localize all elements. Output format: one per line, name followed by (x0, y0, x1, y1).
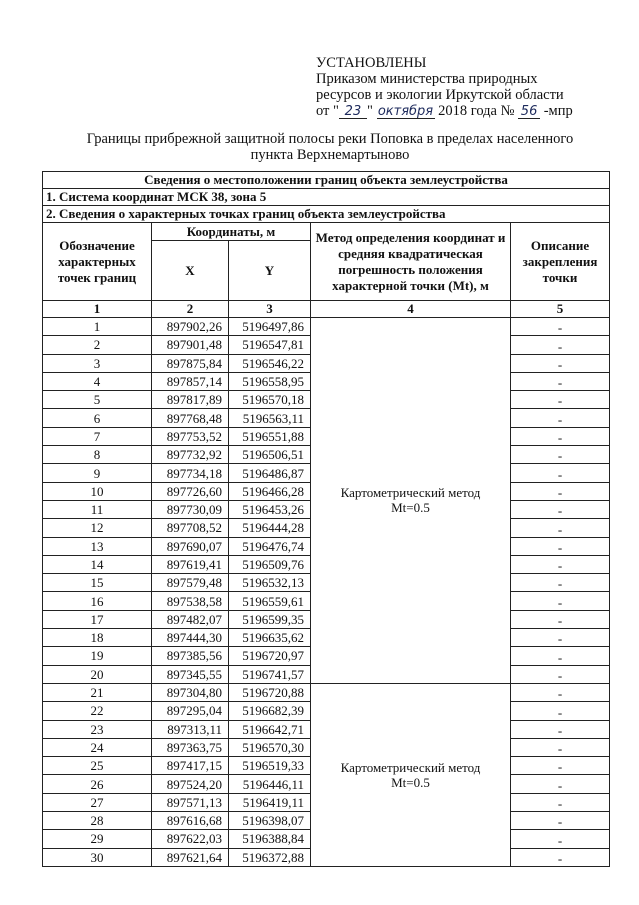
coord-y: 5196466,28 (229, 482, 311, 500)
point-number: 29 (43, 830, 152, 848)
coord-x: 897768,48 (152, 409, 229, 427)
description-cell: - (511, 702, 610, 720)
approval-title: УСТАНОВЛЕНЫ (316, 55, 427, 71)
point-number: 30 (43, 848, 152, 866)
description-cell: - (511, 500, 610, 518)
approval-month: октября (377, 104, 434, 119)
coord-x: 897817,89 (152, 391, 229, 409)
coord-y: 5196476,74 (229, 537, 311, 555)
coord-y: 5196547,81 (229, 336, 311, 354)
description-cell: - (511, 610, 610, 628)
point-number: 25 (43, 757, 152, 775)
coord-x: 897621,64 (152, 848, 229, 866)
col-header-coords: Координаты, м (152, 223, 311, 241)
coord-x: 897619,41 (152, 555, 229, 573)
coord-y: 5196570,30 (229, 738, 311, 756)
coord-x: 897295,04 (152, 702, 229, 720)
coord-x: 897524,20 (152, 775, 229, 793)
method-name: Картометрический метод (340, 485, 481, 501)
description-cell: - (511, 372, 610, 390)
description-cell: - (511, 464, 610, 482)
coord-y: 5196509,76 (229, 555, 311, 573)
description-cell: - (511, 775, 610, 793)
point-number: 19 (43, 647, 152, 665)
coord-y: 5196635,62 (229, 629, 311, 647)
coord-y: 5196563,11 (229, 409, 311, 427)
point-number: 9 (43, 464, 152, 482)
col-number: 5 (511, 301, 610, 318)
coord-y: 5196599,35 (229, 610, 311, 628)
point-number: 16 (43, 592, 152, 610)
coord-y: 5196532,13 (229, 574, 311, 592)
table-title: Сведения о местоположении границ объекта землеустройства (43, 172, 610, 189)
coord-x: 897571,13 (152, 793, 229, 811)
coord-x: 897482,07 (152, 610, 229, 628)
coord-x: 897616,68 (152, 812, 229, 830)
coord-y: 5196546,22 (229, 354, 311, 372)
col-number: 2 (152, 301, 229, 318)
coord-x: 897732,92 (152, 446, 229, 464)
description-cell: - (511, 629, 610, 647)
col-number: 3 (229, 301, 311, 318)
coord-y: 5196551,88 (229, 427, 311, 445)
description-cell: - (511, 720, 610, 738)
point-number: 8 (43, 446, 152, 464)
coord-y: 5196453,26 (229, 500, 311, 518)
description-cell: - (511, 683, 610, 701)
coord-y: 5196506,51 (229, 446, 311, 464)
document-heading (50, 131, 610, 163)
description-cell: - (511, 446, 610, 464)
col-number: 1 (43, 301, 152, 318)
description-cell: - (511, 409, 610, 427)
method-accuracy: Mt=0.5 (391, 500, 430, 516)
method-cell-group-1 (311, 318, 511, 684)
description-cell: - (511, 757, 610, 775)
coord-y: 5196446,11 (229, 775, 311, 793)
col-number: 4 (311, 301, 511, 318)
description-cell: - (511, 427, 610, 445)
col-header-description: Описание закрепления точки (511, 223, 610, 301)
coord-y: 5196720,88 (229, 683, 311, 701)
point-number: 7 (43, 427, 152, 445)
point-number: 24 (43, 738, 152, 756)
point-number: 12 (43, 519, 152, 537)
coord-y: 5196497,86 (229, 318, 311, 336)
coord-y: 5196398,07 (229, 812, 311, 830)
method-name: Картометрический метод (340, 759, 481, 775)
approval-date-line: от " 23 " октября 2018 года № 56 -мпр (316, 103, 573, 119)
table-row (43, 683, 610, 701)
table-row (43, 318, 610, 336)
description-cell: - (511, 336, 610, 354)
description-cell: - (511, 318, 610, 336)
description-cell: - (511, 574, 610, 592)
coord-y: 5196419,11 (229, 793, 311, 811)
coord-x: 897857,14 (152, 372, 229, 390)
point-number: 11 (43, 500, 152, 518)
coord-y: 5196642,71 (229, 720, 311, 738)
description-cell: - (511, 354, 610, 372)
coord-x: 897902,26 (152, 318, 229, 336)
coord-x: 897734,18 (152, 464, 229, 482)
point-number: 6 (43, 409, 152, 427)
coord-x: 897313,11 (152, 720, 229, 738)
description-cell: - (511, 812, 610, 830)
heading-line1: Границы прибрежной защитной полосы реки Поповка в пределах населенного (86, 131, 574, 147)
point-number: 18 (43, 629, 152, 647)
description-cell: - (511, 592, 610, 610)
coord-x: 897538,58 (152, 592, 229, 610)
description-cell: - (511, 482, 610, 500)
point-number: 22 (43, 702, 152, 720)
col-header-method: Метод определения координат и средняя квадратическая погрешность положения характерной точки (Mt), м (311, 223, 511, 301)
point-number: 26 (43, 775, 152, 793)
coord-x: 897385,56 (152, 647, 229, 665)
coord-x: 897708,52 (152, 519, 229, 537)
approval-block (316, 55, 626, 119)
description-cell: - (511, 848, 610, 866)
heading-line2: пункта Верхнемартыново (250, 147, 410, 163)
coordinate-system-section: 1. Система координат МСК 38, зона 5 (43, 189, 610, 206)
point-number: 2 (43, 336, 152, 354)
boundary-points-table (42, 171, 610, 867)
coord-x: 897901,48 (152, 336, 229, 354)
point-number: 17 (43, 610, 152, 628)
approval-order-line1: Приказом министерства природных (316, 71, 538, 87)
point-number: 14 (43, 555, 152, 573)
coord-x: 897690,07 (152, 537, 229, 555)
description-cell: - (511, 738, 610, 756)
approval-number: 56 (518, 105, 540, 119)
approval-from: от " (316, 103, 339, 119)
coord-x: 897444,30 (152, 629, 229, 647)
coord-y: 5196519,33 (229, 757, 311, 775)
approval-suffix: -мпр (543, 103, 573, 119)
coord-y: 5196570,18 (229, 391, 311, 409)
approval-day: 23 (339, 105, 367, 119)
coord-y: 5196444,28 (229, 519, 311, 537)
col-header-y: Y (229, 241, 311, 301)
point-number: 3 (43, 354, 152, 372)
point-number: 23 (43, 720, 152, 738)
coord-y: 5196388,84 (229, 830, 311, 848)
description-cell: - (511, 793, 610, 811)
coord-x: 897730,09 (152, 500, 229, 518)
coord-y: 5196720,97 (229, 647, 311, 665)
point-number: 20 (43, 665, 152, 683)
description-cell: - (511, 830, 610, 848)
point-number: 15 (43, 574, 152, 592)
point-number: 27 (43, 793, 152, 811)
points-section: 2. Сведения о характерных точках границ объекта землеустройства (43, 206, 610, 223)
coord-y: 5196559,61 (229, 592, 311, 610)
coord-y: 5196486,87 (229, 464, 311, 482)
description-cell: - (511, 555, 610, 573)
coord-x: 897622,03 (152, 830, 229, 848)
coord-x: 897345,55 (152, 665, 229, 683)
coord-x: 897579,48 (152, 574, 229, 592)
point-number: 28 (43, 812, 152, 830)
point-number: 10 (43, 482, 152, 500)
coord-x: 897753,52 (152, 427, 229, 445)
point-number: 1 (43, 318, 152, 336)
coord-y: 5196741,57 (229, 665, 311, 683)
col-header-point: Обозначение характерных точек границ (43, 223, 152, 301)
col-header-x: X (152, 241, 229, 301)
coord-x: 897417,15 (152, 757, 229, 775)
point-number: 4 (43, 372, 152, 390)
point-number: 13 (43, 537, 152, 555)
description-cell: - (511, 647, 610, 665)
coord-x: 897363,75 (152, 738, 229, 756)
description-cell: - (511, 519, 610, 537)
description-cell: - (511, 391, 610, 409)
approval-order-line2: ресурсов и экологии Иркутской области (316, 87, 564, 103)
method-accuracy: Mt=0.5 (391, 774, 430, 790)
coord-y: 5196682,39 (229, 702, 311, 720)
coord-x: 897304,80 (152, 683, 229, 701)
description-cell: - (511, 537, 610, 555)
coord-x: 897726,60 (152, 482, 229, 500)
description-cell: - (511, 665, 610, 683)
coord-x: 897875,84 (152, 354, 229, 372)
approval-year: 2018 года № (438, 103, 515, 119)
coord-y: 5196558,95 (229, 372, 311, 390)
point-number: 21 (43, 683, 152, 701)
point-number: 5 (43, 391, 152, 409)
method-cell-group-2 (311, 683, 511, 866)
coord-y: 5196372,88 (229, 848, 311, 866)
